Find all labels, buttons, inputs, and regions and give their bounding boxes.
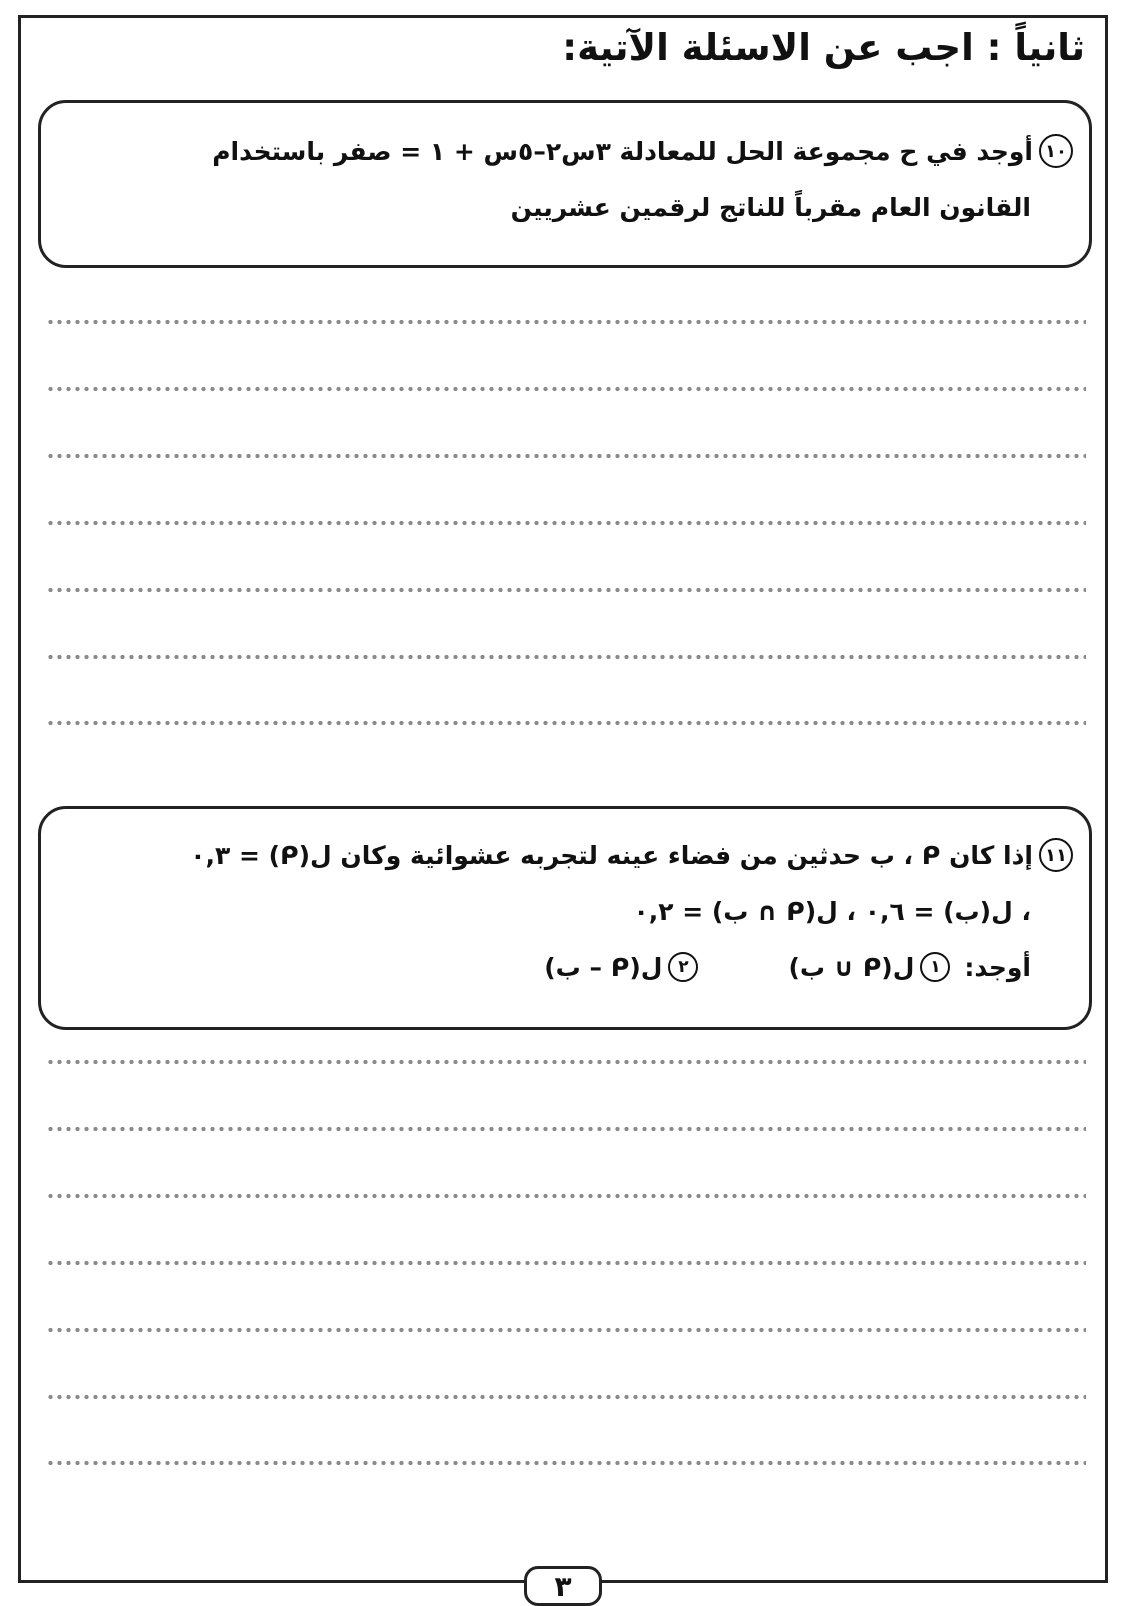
answer-line — [46, 1059, 1086, 1065]
answer-line — [46, 720, 1086, 726]
answer-line — [46, 1193, 1086, 1199]
part-2-number: ٢ — [668, 952, 698, 982]
question-11-text-1: إذا كان ᑭ ، ب حدثين من فضاء عينه لتجربه عشوائية وكان ل(ᑭ) = ٠,٣ — [190, 840, 1033, 870]
answer-line — [46, 1260, 1086, 1266]
question-11-line-3 — [61, 939, 1073, 995]
question-11-text-2: ، ل(ب) = ٠,٦ ، ل(ᑭ ∩ ب) = ٠,٢ — [633, 896, 1031, 926]
question-10-line-2 — [61, 179, 1073, 235]
page-number: ٣ — [524, 1566, 602, 1606]
question-10-text-2: القانون العام مقرباً للناتج لرقمين عشريين — [510, 192, 1031, 222]
answer-line — [46, 1327, 1086, 1333]
question-11-line-1 — [61, 827, 1073, 883]
question-11-box — [38, 806, 1092, 1030]
section-title: ثانياً : اجب عن الاسئلة الآتية: — [562, 26, 1085, 69]
answer-line — [46, 386, 1086, 392]
part-2-text: ل(ᑭ – ب) — [544, 952, 663, 982]
answer-line — [46, 1460, 1086, 1466]
question-10-box — [38, 100, 1092, 268]
answer-line — [46, 520, 1086, 526]
question-10-number: ١٠ — [1039, 134, 1073, 168]
find-label: أوجد: — [964, 952, 1031, 982]
answer-line — [46, 587, 1086, 593]
part-1-number: ١ — [920, 952, 950, 982]
question-11-line-2 — [61, 883, 1073, 939]
answer-line — [46, 319, 1086, 325]
question-10-line-1 — [61, 123, 1073, 179]
answer-line — [46, 1126, 1086, 1132]
question-10-text-1: أوجد في ح مجموعة الحل للمعادلة ٣س٢–٥س + ١ = صفر باستخدام — [212, 136, 1033, 166]
answer-line — [46, 654, 1086, 660]
answer-line — [46, 1394, 1086, 1400]
part-1-text: ل(ᑭ ∪ ب) — [788, 952, 915, 982]
answer-line — [46, 453, 1086, 459]
question-11-number: ١١ — [1039, 838, 1073, 872]
